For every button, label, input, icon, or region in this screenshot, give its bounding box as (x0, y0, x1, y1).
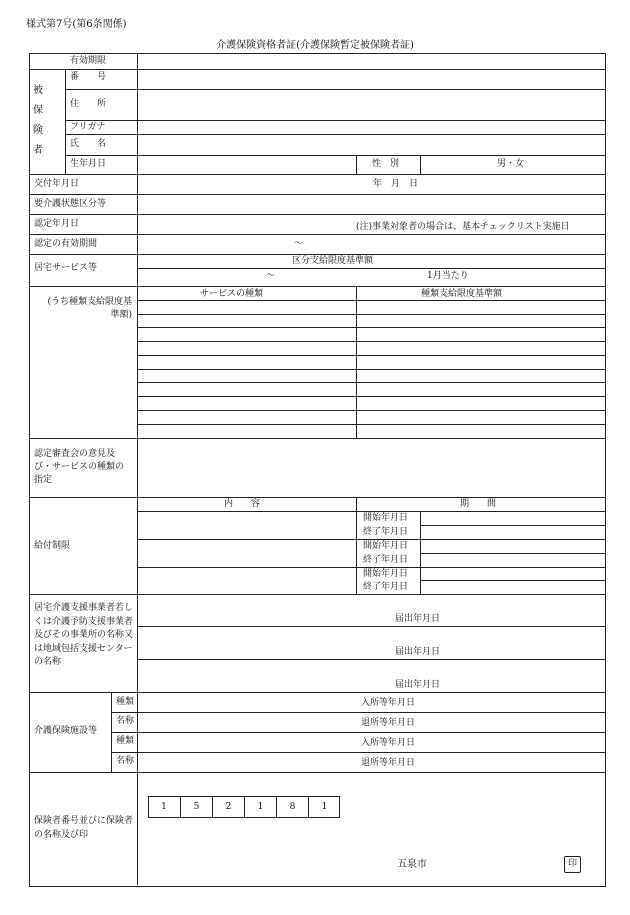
insurer-number-boxes (148, 796, 340, 818)
insured-group-label-4: 者 (33, 145, 43, 156)
cert-period-tilde: ～ (294, 239, 304, 249)
support-filed-date-1: 届出年月日 (395, 614, 441, 624)
insurer-digit-4: 1 (257, 802, 264, 812)
insured-number-label: 番 号 (70, 72, 107, 82)
insurer-digit-3: 2 (225, 802, 232, 812)
cert-date-note: (注)事業対象者の場合は、基本チェックリスト実施日 (356, 222, 570, 232)
insured-name-label: 氏 名 (70, 139, 107, 149)
insurer-digit-1: 1 (161, 802, 167, 812)
care-level-label: 要介護状態区分等 (34, 199, 107, 209)
insurer-number-digit (180, 797, 212, 817)
insurer-number-digit (276, 797, 308, 817)
support-filed-date-3: 届出年月日 (395, 680, 441, 690)
facility-kind-1: 種類 (116, 697, 135, 707)
insured-address-label: 住 所 (70, 99, 107, 109)
restriction-end-3: 終了年月日 (363, 582, 409, 592)
facility-name-2: 名称 (116, 756, 135, 766)
issue-date-value: 年 月 日 (373, 179, 419, 189)
cert-period-label: 認定の有効期間 (34, 239, 98, 249)
restriction-label: 給付制限 (34, 541, 71, 551)
restriction-start-3: 開始年月日 (363, 569, 409, 579)
facility-leave-2: 退所等年月日 (361, 758, 416, 768)
insurer-number-digit (149, 797, 179, 817)
facility-admit-2: 入所等年月日 (361, 738, 416, 748)
facility-label: 介護保険施設等 (34, 726, 98, 736)
home-service-tilde: ～ (266, 271, 276, 281)
facility-leave-1: 退所等年月日 (361, 718, 416, 728)
insurer-number-digit (212, 797, 244, 817)
home-service-label: 居宅サービス等 (34, 263, 98, 273)
insurer-label: 保険者番号並びに保険者の名称及び印 (34, 816, 134, 840)
restriction-col-content: 内 容 (224, 499, 261, 509)
insurer-name: 五泉市 (397, 859, 427, 870)
insurer-digit-6: 1 (321, 802, 328, 812)
facility-kind-2: 種類 (116, 736, 135, 746)
insurer-digit-2: 5 (193, 802, 200, 812)
cert-date-label: 認定年月日 (34, 219, 80, 229)
insurer-number-digit (308, 797, 340, 817)
insurer-digit-5: 8 (289, 802, 296, 812)
facility-admit-1: 入所等年月日 (361, 698, 416, 708)
insured-group-label-2: 保 (33, 105, 43, 116)
restriction-start-1: 開始年月日 (363, 513, 409, 523)
opinion-label: 認定審査会の意見及び・サービスの種類の指定 (34, 449, 125, 485)
restriction-end-1: 終了年月日 (363, 527, 409, 537)
facility-name-1: 名称 (116, 716, 135, 726)
restriction-col-period: 期 間 (460, 499, 497, 509)
restriction-start-2: 開始年月日 (363, 541, 409, 551)
insured-sex-value: 男・女 (497, 159, 525, 169)
insurer-number-digit (244, 797, 276, 817)
insured-furigana-label: フリガナ (70, 122, 106, 132)
kind-limit-label: (うち種類支給限度基準額) (47, 297, 132, 320)
form-title: 介護保険資格者証(介護保険暫定被保険者証) (216, 40, 414, 51)
issue-date-label: 交付年月日 (34, 179, 80, 189)
support-filed-date-2: 届出年月日 (395, 647, 441, 657)
insurer-seal-glyph: 印 (567, 859, 577, 869)
insured-sex-label: 性 別 (372, 159, 400, 169)
restriction-end-2: 終了年月日 (363, 555, 409, 565)
kind-limit-col-amount: 種類支給限度基準額 (421, 289, 503, 299)
kind-limit-col-service: サービスの種類 (200, 289, 264, 299)
insured-group-label-3: 険 (33, 125, 43, 136)
validity-label: 有効期限 (70, 56, 107, 66)
form-number: 様式第7号(第6条関係) (26, 19, 127, 30)
insurer-seal (564, 856, 581, 873)
insured-group-label-1: 被 (33, 85, 43, 96)
support-provider-label: 居宅介護支援事業者若しくは介護予防支援事業者及びその事業所の名称又は地域包括支援センターの名称 (34, 603, 134, 668)
per-month-label: 1月当たり (427, 271, 469, 281)
insured-birth-label: 生年月日 (70, 159, 107, 169)
limit-header: 区分支給限度基準額 (292, 256, 374, 266)
